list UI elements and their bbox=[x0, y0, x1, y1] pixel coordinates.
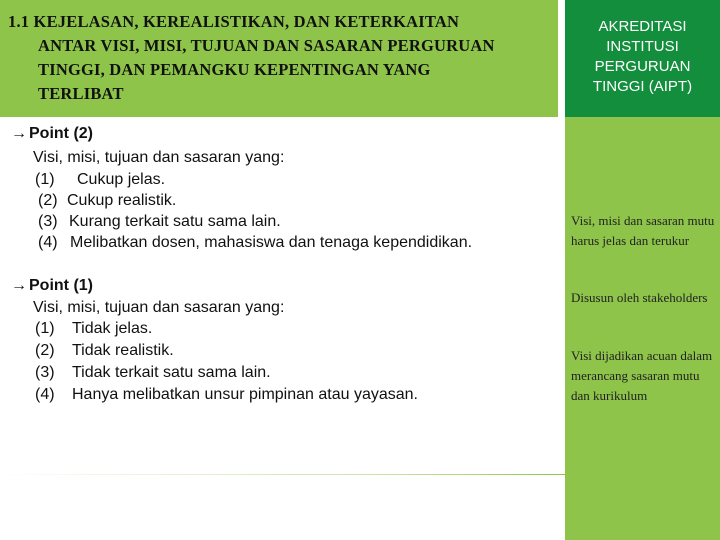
point-intro: Visi, misi, tujuan dan sasaran yang: bbox=[33, 299, 285, 316]
point-heading-label: Point (2) bbox=[29, 125, 93, 142]
divider-line bbox=[0, 474, 565, 475]
list-number: (2) bbox=[38, 192, 58, 209]
point-heading bbox=[11, 275, 93, 296]
list-item bbox=[38, 190, 176, 211]
point-intro: Visi, misi, tujuan dan sasaran yang: bbox=[33, 149, 285, 166]
list-number: (4) bbox=[38, 234, 58, 251]
list-item bbox=[35, 340, 174, 361]
list-number: (1) bbox=[35, 320, 55, 337]
sidebar-title-line: PERGURUAN bbox=[594, 58, 691, 75]
list-number: (4) bbox=[35, 386, 55, 403]
list-text: Cukup jelas. bbox=[77, 171, 166, 188]
list-item bbox=[38, 232, 472, 253]
point-heading-label: Point (1) bbox=[29, 277, 93, 294]
list-number: (1) bbox=[35, 171, 55, 188]
slide-title bbox=[8, 10, 553, 106]
list-item bbox=[35, 384, 418, 405]
list-text: Melibatkan dosen, mahasiswa dan tenaga kependidikan. bbox=[70, 234, 473, 251]
list-text: Tidak jelas. bbox=[72, 320, 153, 337]
title-line: TINGGI, DAN PEMANGKU KEPENTINGAN YANG bbox=[38, 60, 431, 79]
title-line: TERLIBAT bbox=[38, 84, 124, 103]
sidebar-title bbox=[565, 17, 720, 97]
sidebar-note: Visi dijadikan acuan dalam merancang sasaran mutu dan kurikulum bbox=[571, 348, 713, 403]
list-text: Tidak realistik. bbox=[72, 342, 174, 359]
title-line: ANTAR VISI, MISI, TUJUAN DAN SASARAN PERGURUAN bbox=[38, 36, 495, 55]
sidebar-title-line: INSTITUSI bbox=[606, 38, 679, 55]
sidebar-note: Disusun oleh stakeholders bbox=[571, 290, 708, 305]
list-text: Cukup realistik. bbox=[67, 192, 177, 209]
title-line: 1.1 KEJELASAN, KEREALISTIKAN, DAN KETERKAITAN bbox=[8, 12, 460, 31]
point-heading bbox=[11, 123, 93, 144]
list-number: (3) bbox=[38, 213, 58, 230]
list-item bbox=[35, 169, 165, 190]
list-item bbox=[35, 362, 271, 383]
list-number: (3) bbox=[35, 364, 55, 381]
sidebar-title-line: TINGGI (AIPT) bbox=[592, 78, 693, 95]
list-text: Kurang terkait satu sama lain. bbox=[69, 213, 281, 230]
list-item bbox=[38, 211, 281, 232]
list-item bbox=[35, 318, 152, 339]
sidebar-note: Visi, misi dan sasaran mutu harus jelas dan terukur bbox=[571, 213, 715, 248]
sidebar-title-line: AKREDITASI bbox=[598, 18, 687, 35]
list-number: (2) bbox=[35, 342, 55, 359]
list-text: Tidak terkait satu sama lain. bbox=[72, 364, 271, 381]
arrow-right-icon: → bbox=[11, 277, 27, 294]
list-text: Hanya melibatkan unsur pimpinan atau yayasan. bbox=[72, 386, 418, 403]
arrow-right-icon: → bbox=[11, 125, 27, 142]
